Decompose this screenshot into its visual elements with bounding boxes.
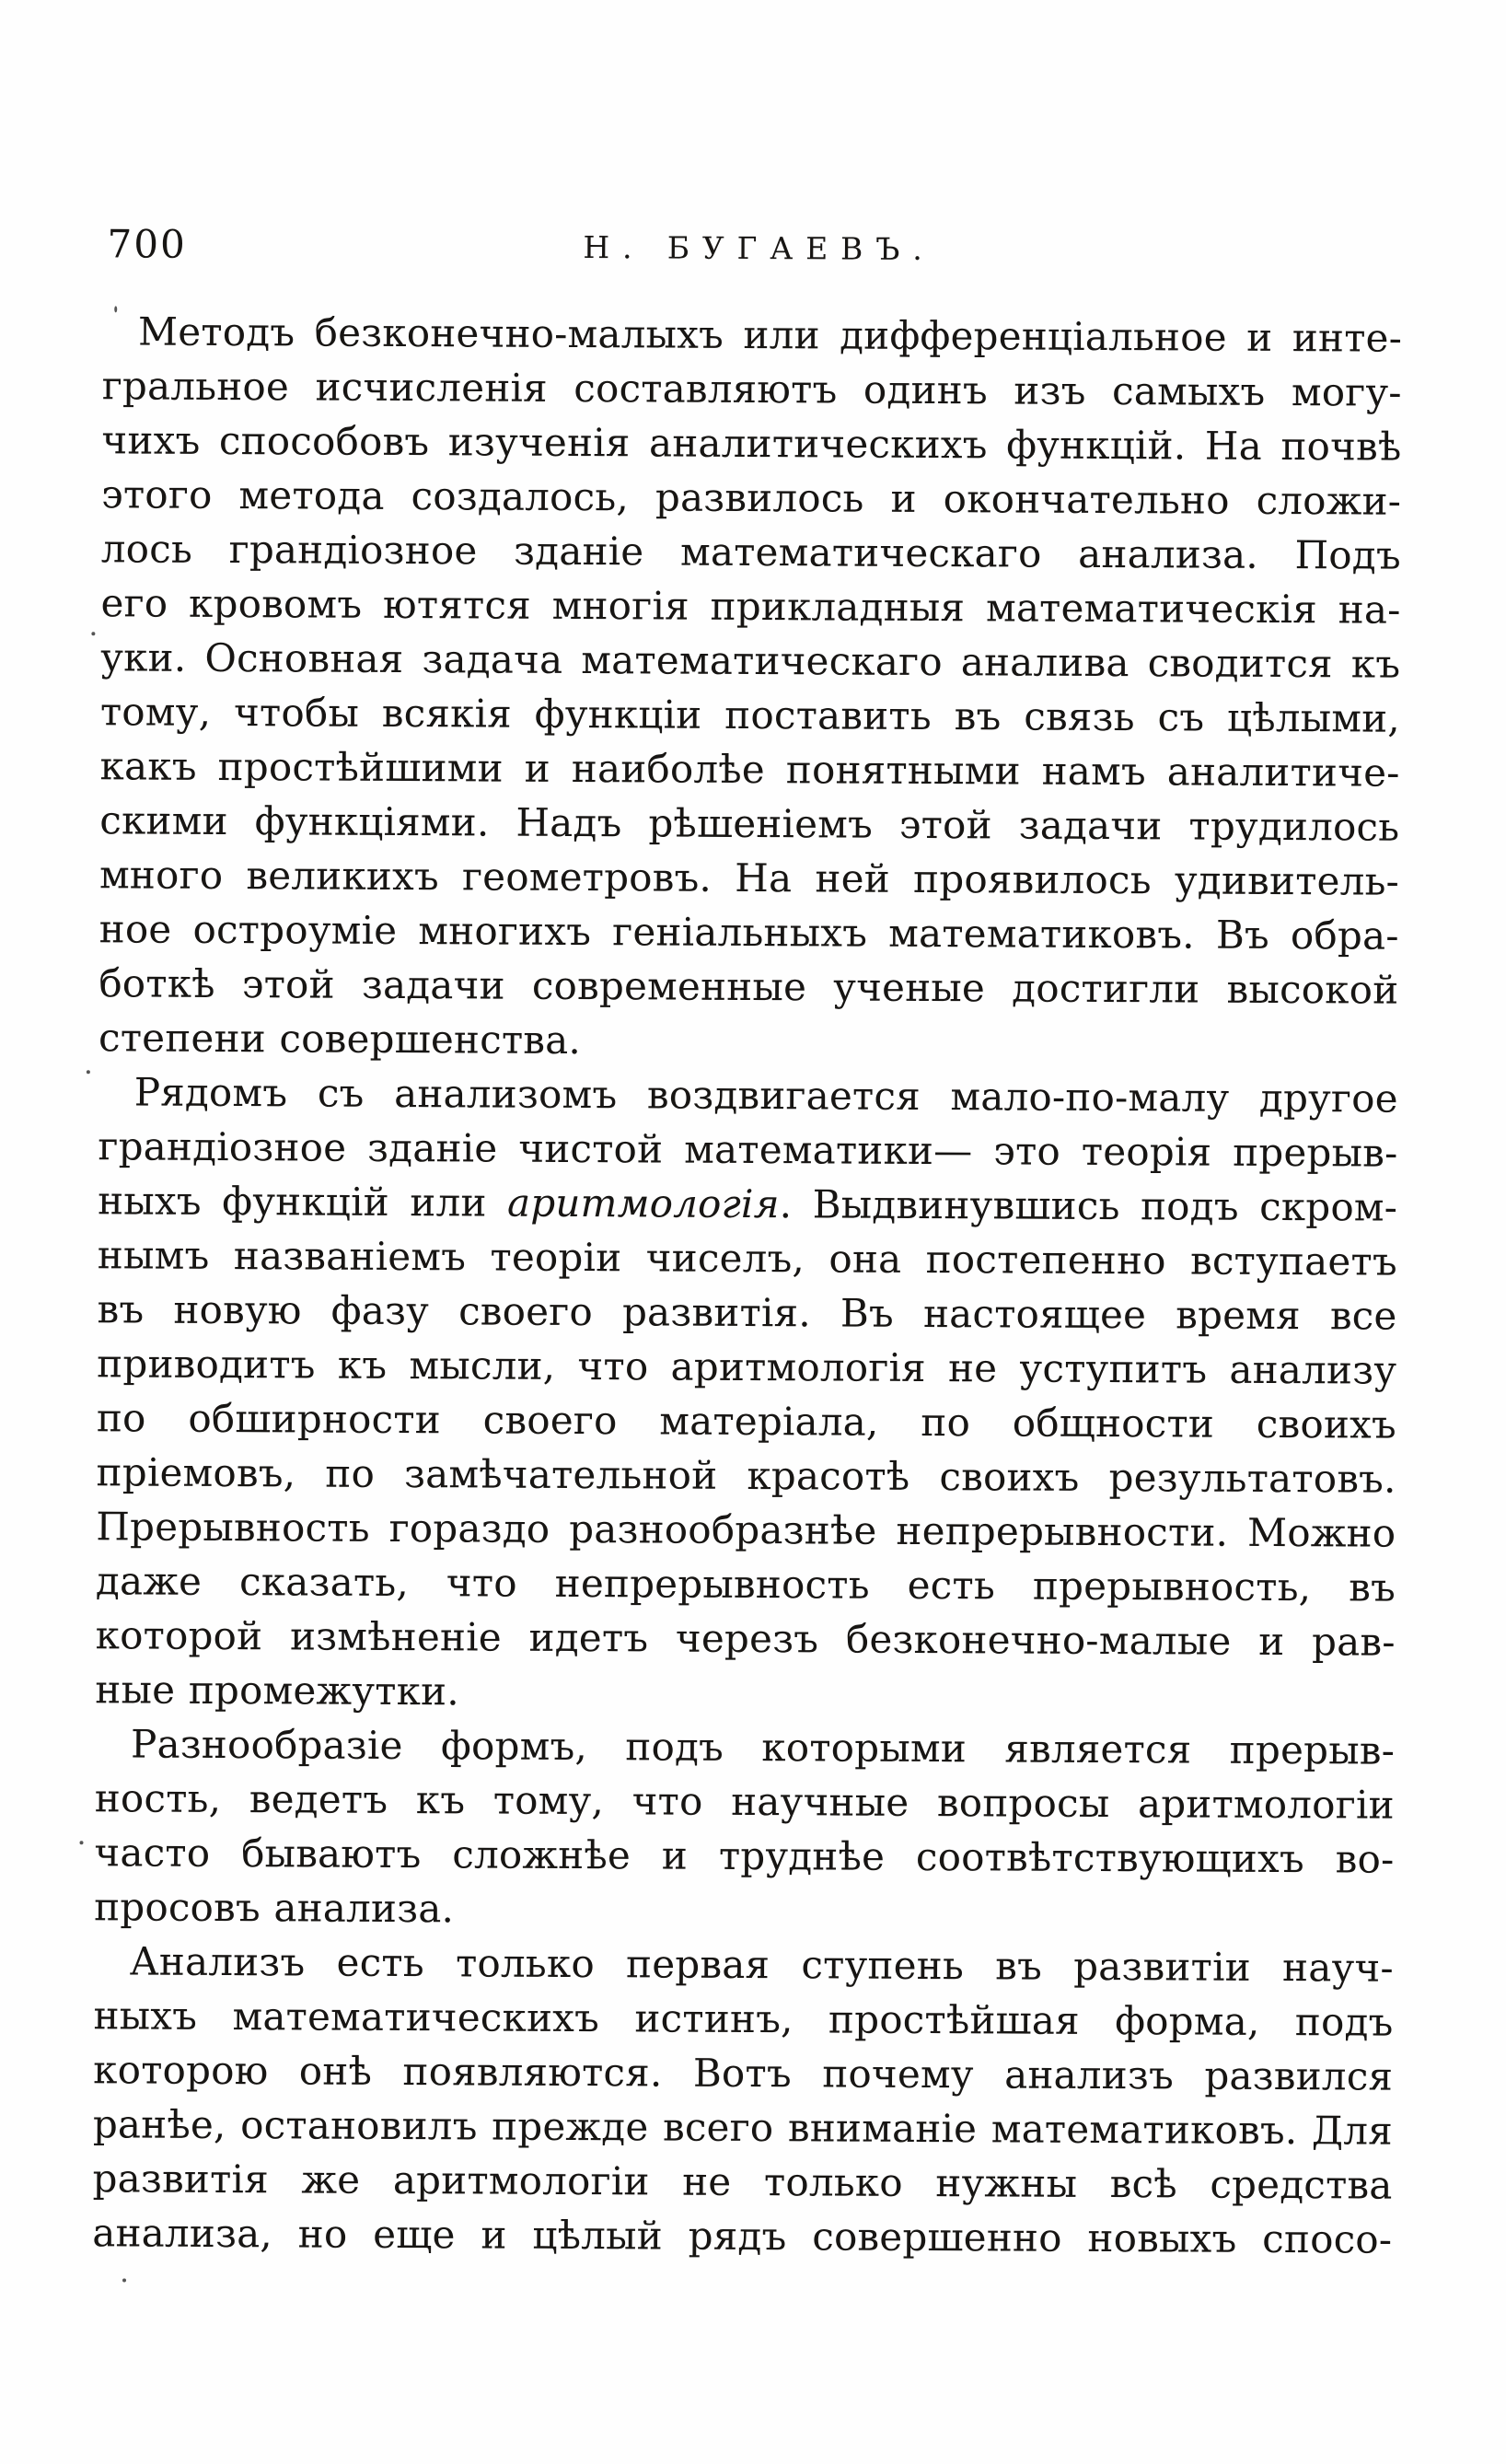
text-segment: этого метода создалось, развилось и окончательно сложи- [101,471,1402,524]
text-segment: скими функціями. Надъ рѣшеніемъ этой задачи трудилось [99,797,1400,850]
text-line [95,1771,1395,1831]
text-segment: чихъ способовъ изученія аналитическихъ функцій. На почвѣ [101,417,1402,470]
text-segment: которою онѣ появляются. Вотъ почему анализъ развился [93,2047,1394,2099]
text-line [97,1282,1396,1342]
text-segment: часто бываютъ сложнѣе и труднѣе соотвѣтствующихъ во- [94,1830,1395,1882]
page-header [102,221,1402,273]
text-segment: много великихъ геометровъ. На ней проявилось удивитель- [98,852,1400,904]
italic-term: аритмологія [506,1180,780,1227]
text-line [98,1227,1397,1288]
text-line [102,358,1402,419]
text-segment: тому, чтобы всякія функціи поставить въ связь съ цѣлыми, [99,689,1401,741]
text-segment: приводитъ къ мысли, что аритмологія не уступитъ анализу [97,1341,1397,1393]
text-line [96,1445,1396,1505]
paragraph [95,1064,1398,1723]
text-segment: ное остроуміе многихъ геніальныхъ математиковъ. Въ обра- [98,906,1399,959]
scan-speck [91,632,95,635]
text-segment: ныхъ математическихъ истинъ, простѣйшая форма, подъ [93,1993,1394,2045]
text-line [92,2205,1392,2266]
text-line [94,1879,1394,1940]
page-number: 700 [107,221,187,267]
text-segment: Рядомъ съ анализомъ воздвигается мало-по-малу другое [133,1069,1398,1122]
text-segment: нымъ названіемъ теоріи чиселъ, она постепенно вступаетъ [97,1232,1397,1284]
text-segment: грандіозное зданіе чистой математики— это теорія прерыв- [98,1123,1398,1176]
text-line [101,467,1401,528]
text-segment: . Выдвинувшись подъ скром- [779,1181,1398,1230]
text-line [94,1825,1394,1886]
text-line [99,738,1399,799]
text-line [100,684,1400,745]
text-line [98,956,1398,1017]
text-segment: которой измѣненіе идетъ черезъ безконечно-малые и рав- [95,1612,1396,1665]
scan-speck [87,1070,90,1074]
text-segment: степени совершенства. [98,1015,582,1063]
running-header: Н. БУГАЕВЪ. [583,229,935,268]
text-line [99,793,1399,854]
text-segment: ность, ведетъ къ тому, что научные вопросы аритмологіи [94,1775,1395,1828]
text-line [94,1934,1394,1994]
paragraph [92,1934,1394,2266]
text-segment: даже сказать, что непрерывность есть прерывность, въ [95,1558,1396,1610]
text-body [92,304,1402,2266]
text-line [96,1608,1396,1668]
text-segment: пріемовъ, по замѣчательной красотѣ своихъ результатовъ. [96,1449,1396,1502]
scan-speck [114,306,117,312]
text-line [93,2097,1393,2157]
text-segment: развитія же аритмологіи не только нужны всѣ средства [92,2156,1393,2208]
text-line [99,847,1399,908]
text-segment: ныхъ функцій или [98,1178,508,1226]
text-line [101,521,1401,582]
text-segment: какъ простѣйшими и наиболѣе понятными намъ аналитиче- [99,743,1400,796]
text-segment: въ новую фазу своего развитія. Въ настоящее время все [97,1286,1397,1339]
text-line [99,901,1399,962]
text-line [96,1499,1396,1560]
text-line [98,1119,1397,1180]
text-line [100,575,1400,636]
text-segment: лось грандіозное зданіе математическаго анализа. Подъ [100,526,1401,578]
text-line [92,2151,1392,2212]
paragraph [98,304,1402,1071]
text-segment: анализа, но еще и цѣлый рядъ совершенно новыхъ спосо- [92,2210,1393,2262]
text-line [98,1064,1398,1125]
text-line [98,1173,1397,1234]
text-segment: гральное исчисленія составляютъ одинъ изъ самыхъ могу- [101,363,1402,415]
text-line [93,1988,1393,2049]
text-segment: Разнообразіе формъ, подъ которыми является прерыв- [130,1721,1396,1773]
text-segment: ранѣе, остановилъ прежде всего вниманіе математиковъ. Для [92,2101,1394,2154]
text-segment: Методъ безконечно-малыхъ или дифференціальное и инте- [137,308,1403,361]
text-line [95,1716,1395,1777]
text-segment: уки. Основная задача математическаго аналива сводится къ [100,634,1401,687]
scan-speck [80,1841,84,1844]
text-line [97,1336,1396,1397]
text-line [97,1390,1396,1451]
text-segment: боткѣ этой задачи современные ученые достигли высокой [98,960,1399,1013]
text-line [101,413,1401,473]
text-line [100,630,1400,691]
text-line [93,2042,1393,2103]
text-segment: Анализъ есть только первая ступень въ развитіи науч- [129,1938,1394,1991]
text-line [95,1662,1395,1723]
text-line [98,1010,1398,1071]
text-segment: просовъ анализа. [94,1884,455,1932]
paragraph [94,1716,1395,1940]
scan-speck [122,2278,126,2282]
text-line [96,1553,1396,1614]
text-segment: Прерывность гораздо разнообразнѣе непрерывности. Можно [96,1504,1396,1556]
text-segment: его кровомъ ютятся многія прикладныя математическія на- [100,580,1401,633]
text-line [102,304,1402,365]
text-segment: ные промежутки. [95,1667,460,1714]
text-segment: по обширности своего матеріала, по общности своихъ [96,1395,1397,1447]
